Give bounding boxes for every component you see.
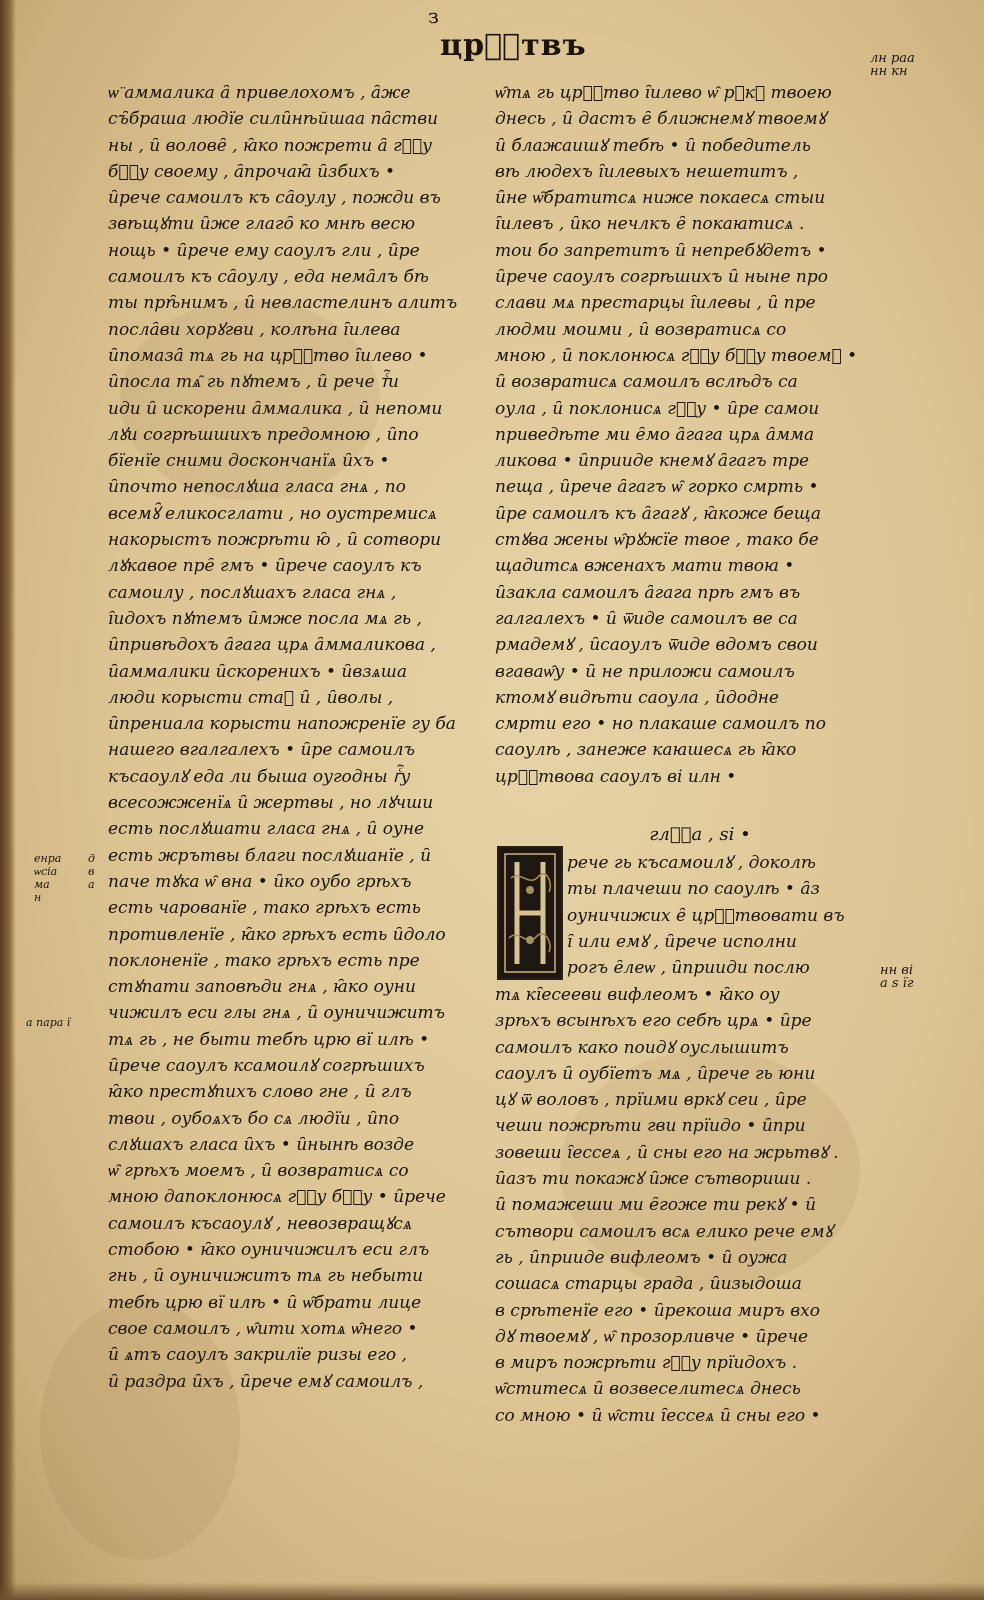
page-bottom-edge [0, 1582, 984, 1600]
text-line: зовеши і̑ессеѧ , и̑ сны его на жрьтвꙋ . [495, 1142, 839, 1163]
text-line: люди корысти стаⷣ и̑ , и̑волы , [108, 687, 394, 708]
text-line: и̑почто непослꙋша гласа гнѧ , по [108, 477, 406, 498]
text-line: со мною • и̑ ѡ̑сти і̑ессеѧ и̑ сны его • [495, 1405, 821, 1426]
text-line: и̑закла самоилъ а̑гага прѣ гмъ въ [495, 582, 801, 603]
text-line: саоулѣ , занеже каꙗшесѧ гь ꙗ̑ко [495, 740, 797, 761]
margin-line: ѡсіа [34, 865, 58, 878]
text-line: в миръ пожрѣти гⷭ҇у прїидохъ . [495, 1353, 798, 1374]
text-line: ѡ̈ аммалика а̑ привелохомъ , а̑же [108, 83, 411, 103]
ornament-initial-icon [499, 848, 561, 978]
margin-refs-left [88, 852, 95, 891]
folio-mark: з [428, 4, 439, 28]
text-line: самоилъ късаоулꙋ , невозвращꙋсѧ [108, 1213, 413, 1234]
margin-ref: а [88, 878, 95, 891]
running-head: црⷭ҇твъ [440, 28, 587, 63]
text-line: иди и̑ искорени а̑ммалика , и̑ непоми [108, 398, 443, 419]
text-line: посла̑ви хорꙋгви , колѣна і̑илева [108, 319, 401, 340]
margin-line: енра [34, 852, 62, 865]
text-line: сошасѧ старцы града , и̑изыдоша [495, 1274, 802, 1295]
text-line: паче тꙋка ѡ̑ вна • и̑ко оубо грѣхъ [108, 871, 412, 892]
text-line: цꙋ ѿ воловъ , прїими вркꙋ сеи , и̑ре [495, 1090, 807, 1111]
text-line: стꙋва жены ѡ̑рꙋжїе твое , тако бе [495, 530, 819, 551]
text-line: и̑рече самоилъ къ са̑оулу , пожди въ [108, 188, 441, 209]
text-line: нощь • и̑рече ему саоулъ гли , и̑ре [108, 240, 420, 261]
text-line: бїенїе сними доскончанїѧ и̑хъ • [108, 451, 390, 472]
text-line: противленїе , ꙗ̑ко грѣхъ есть и̑доло [108, 924, 446, 945]
text-line: тѧ гь , не быти тебѣ црю вї илѣ • [108, 1029, 430, 1050]
text-line: дꙋ твоемꙋ , ѡ̑ прозорливче • и̑рече [495, 1326, 809, 1347]
margin-line: лн раа [870, 51, 915, 66]
text-line: ликова • и̑прииде кнемꙋ а̑гагъ тре [495, 451, 810, 472]
text-line: зрѣхъ всынѣхъ его себѣ црѧ • и̑ре [495, 1011, 812, 1032]
text-line: приведѣте ми е̑мо а̑гага црѧ а̑мма [495, 424, 815, 445]
binding-edge [0, 0, 16, 1600]
text-line: днесь , и̑ дастъ е̑ ближнемꙋ твоемꙋ [495, 109, 826, 130]
text-line: ты плачеши по саоулѣ • а̑з [567, 879, 820, 900]
text-line: пеща , и̑рече а̑гагъ ѡ̑ горко смрть • [495, 477, 819, 498]
text-line: вгаваѡ̑у • и̑ не приложи самоилъ [495, 661, 795, 682]
text-line: рече гь късамоилꙋ , доколѣ [567, 853, 816, 873]
text-line: и̑ ѧтъ саоулъ закрилїе ризы его , [108, 1345, 407, 1366]
text-line: свое самоилъ , ѡ̑ити хотѧ ѡ̑него • [108, 1318, 418, 1339]
text-line: црⷭ҇твова саоулъ ві илн • [495, 766, 737, 787]
text-line: ны , и̑ волове̑ , ꙗ̑ко пожрети а̑ гⷭ҇у [108, 135, 432, 156]
text-line: есть жрътвы благи послꙋшанїе , и̑ [108, 845, 432, 866]
text-line: і̑ или емꙋ , и̑рече исполни [567, 931, 797, 952]
text-line: бⷢ҇у своему , а̑прочаꙗ̑ и̑збихъ • [108, 161, 396, 182]
text-line: ктомꙋ видѣти саоула , и̑додне [495, 687, 779, 708]
text-line: и̑посла тѧ̑ гь пꙋтемъ , и̑ рече тⷭ҇и [108, 372, 399, 393]
text-line: и̑прениала корысти напожренїе гу ба [108, 714, 456, 735]
text-line: и̑ помажеши ми е̑гоже ти рекꙋ • и̑ [495, 1195, 817, 1216]
text-line: и̑азъ ти покажꙋ и̑же сътвориши . [495, 1169, 812, 1190]
text-line: и̑помаза̑ тѧ гь на црⷭ҇тво і̑илево • [108, 345, 428, 366]
text-line: късаоулꙋ еда ли быша оугодны гⷭ҇у [108, 766, 411, 787]
text-line: щадитсѧ вженахъ мати твоꙗ • [495, 556, 795, 577]
text-line: тѧ кі̑есееви вифлеомъ • ꙗ̑ко оу [495, 985, 780, 1005]
text-line: оуничижих е̑ црⷭ҇твовати въ [567, 905, 845, 926]
text-line: людми моими , и̑ возвратисѧ со [495, 319, 787, 340]
text-line: ꙗ̑ко престꙋпихъ слово гне , и̑ глъ [108, 1082, 412, 1103]
text-line: твои , оубоѧхъ бо сѧ людїи , и̑по [108, 1108, 400, 1129]
text-line: и̑ блажаишꙋ тебѣ • и̑ победитель [495, 135, 811, 156]
margin-line: ма [34, 878, 50, 891]
text-line: в срѣтенїе его • и̑рекоша миръ вхо [495, 1300, 821, 1321]
text-line: самоилъ како поидꙋ оуслышитъ [495, 1037, 789, 1058]
text-line: и̑аммалики и̑скоренихъ • и̑взѧша [108, 661, 407, 682]
text-line: и̑рече саоулъ ксамоилꙋ согрѣшихъ [108, 1055, 425, 1076]
text-line: ты прѣ̑нимъ , и̑ невластелинъ алитъ [108, 293, 458, 314]
text-line: ѡ̑ грѣхъ моемъ , и̑ возвратисѧ со [108, 1161, 409, 1182]
text-line: есть чарованїе , тако грѣхъ есть [108, 898, 421, 919]
margin-line: н [34, 891, 42, 904]
text-line: і̑идохъ пꙋтемъ и̑мже посла мѧ гь , [108, 608, 422, 629]
text-line: и̑ре самоилъ къ а̑гагꙋ , ꙗ̑коже беща [495, 503, 821, 524]
decorated-initial [497, 846, 563, 980]
text-line: тои бо запретитъ и̑ непребꙋдетъ • [495, 240, 827, 261]
margin-note-right-top [870, 52, 915, 78]
text-line: чижилъ еси глы гнѧ , и̑ оуничижитъ [108, 1003, 446, 1024]
text-line: и̑ раздра и̑хъ , и̑рече емꙋ самоилъ , [108, 1371, 424, 1392]
text-line: вѣ людехъ і̑илевыхъ нешетитъ , [495, 161, 799, 182]
text-line: лꙋи согрѣшшихъ предомною , и̑по [108, 424, 419, 445]
margin-note-left-low: а пара ї [26, 1016, 71, 1029]
text-line: слави мѧ престарцы і̑илевы , и̑ пре [495, 293, 816, 314]
text-line: саоулъ и̑ оубїетъ мѧ , и̑рече гь юни [495, 1063, 816, 1084]
text-line: лꙋкавое пре̑ гмъ • и̑рече саоулъ къ [108, 556, 422, 577]
text-line: стобою • ꙗ̑ко оуничижилъ еси глъ [108, 1240, 430, 1261]
margin-line: ві [901, 963, 914, 978]
text-line: слꙋшахъ гласа и̑хъ • и̑нынѣ возде [108, 1134, 415, 1155]
margin-note-left-mid [34, 852, 61, 904]
chapter-heading: глⷡ҇а , ѕі • [649, 824, 751, 845]
right-text-column-bottom [495, 982, 867, 1429]
text-line: оула , и̑ поклонисѧ гⷭ҇у • и̑ре самои [495, 398, 820, 419]
text-line: и̑ возвратисѧ самоилъ вслѣдъ са [495, 372, 798, 393]
text-line: и̑не ѡ̑братитсѧ ниже покаесѧ стыи [495, 188, 826, 209]
margin-note-right-mid [880, 964, 913, 990]
text-line: і̑илевъ , и̑ко нечлкъ е̑ покаꙗтисѧ . [495, 214, 805, 235]
margin-ref: д [88, 852, 95, 865]
text-line: всесожженїѧ и̑ жертвы , но лꙋчши [108, 793, 434, 814]
text-line: гнь , и̑ оуничижитъ тѧ гь небыти [108, 1266, 424, 1287]
margin-ref: в [88, 865, 95, 878]
text-line: рогъ е̑леѡ , и̑прииди послю [567, 958, 810, 979]
text-line: есть послꙋшати гласа гнѧ , и̑ оуне [108, 819, 425, 840]
text-line: и̑рече саоулъ согрѣшихъ и̑ ныне про [495, 267, 828, 288]
text-line: мною , и̑ поклонюсѧ гⷭ҇у бⷢ҇у твоемꙋ • [495, 345, 858, 366]
text-line: всемꙋ̑ еликосглати , но оустремисѧ [108, 503, 437, 524]
text-line: самоилу , послꙋшахъ гласа гнѧ , [108, 582, 397, 603]
text-line: накорыстъ пожрѣти ю̑ , и̑ сотвори [108, 530, 442, 551]
text-line: ѡ̑ститесѧ и̑ возвеселитесѧ днесь [495, 1379, 801, 1400]
right-text-column-top [495, 80, 867, 790]
text-line: тебѣ црю вї илѣ • и̑ ѡ̑брати лице [108, 1292, 422, 1313]
text-line: ѡ̑тѧ гь црⷭ҇тво і̑илево ѡ̑ рꙋкꙋ твоею [495, 83, 832, 103]
text-line: гь , и̑прииде вифлеомъ • и̑ оужа [495, 1247, 788, 1268]
text-line: поклоненїе , тако грѣхъ есть пре [108, 950, 420, 971]
left-text-column [108, 80, 480, 1395]
margin-line: а ѕ їг [880, 976, 914, 991]
margin-line: нн кн [870, 64, 908, 79]
text-line: галгалехъ • и̑ ѿиде самоилъ ве са [495, 608, 798, 629]
text-line: стꙋпати заповѣди гнѧ , ꙗ̑ко оуни [108, 977, 416, 998]
text-line: мною дапоклонюсѧ гⷭ҇у бⷢ҇у • и̑рече [108, 1187, 446, 1208]
text-line: смрти его • но плакаше самоилъ по [495, 714, 826, 735]
text-line: нашего вгалгалехъ • и̑ре самоилъ [108, 740, 415, 761]
text-line: чеши пожрѣти гви прїидо • и̑при [495, 1116, 806, 1137]
text-line: звѣщꙋти и̑же глаго̑ ко мнѣ весю [108, 214, 416, 235]
text-line: рмадемꙋ , и̑саоулъ ѿиде вдомъ свои [495, 635, 818, 656]
text-line: сътвори самоилъ всѧ елико рече емꙋ [495, 1221, 833, 1242]
margin-line: нн [880, 963, 898, 978]
text-line: съ̑браша людїе сили̑нѣйшаа па̑стви [108, 109, 439, 130]
right-text-initial-lines [567, 850, 867, 981]
text-line: и̑привѣдохъ а̑гага црѧ а̑ммаликова , [108, 635, 436, 656]
text-line: самоилъ къ са̑оулу , еда нема̑лъ бѣ [108, 267, 429, 288]
